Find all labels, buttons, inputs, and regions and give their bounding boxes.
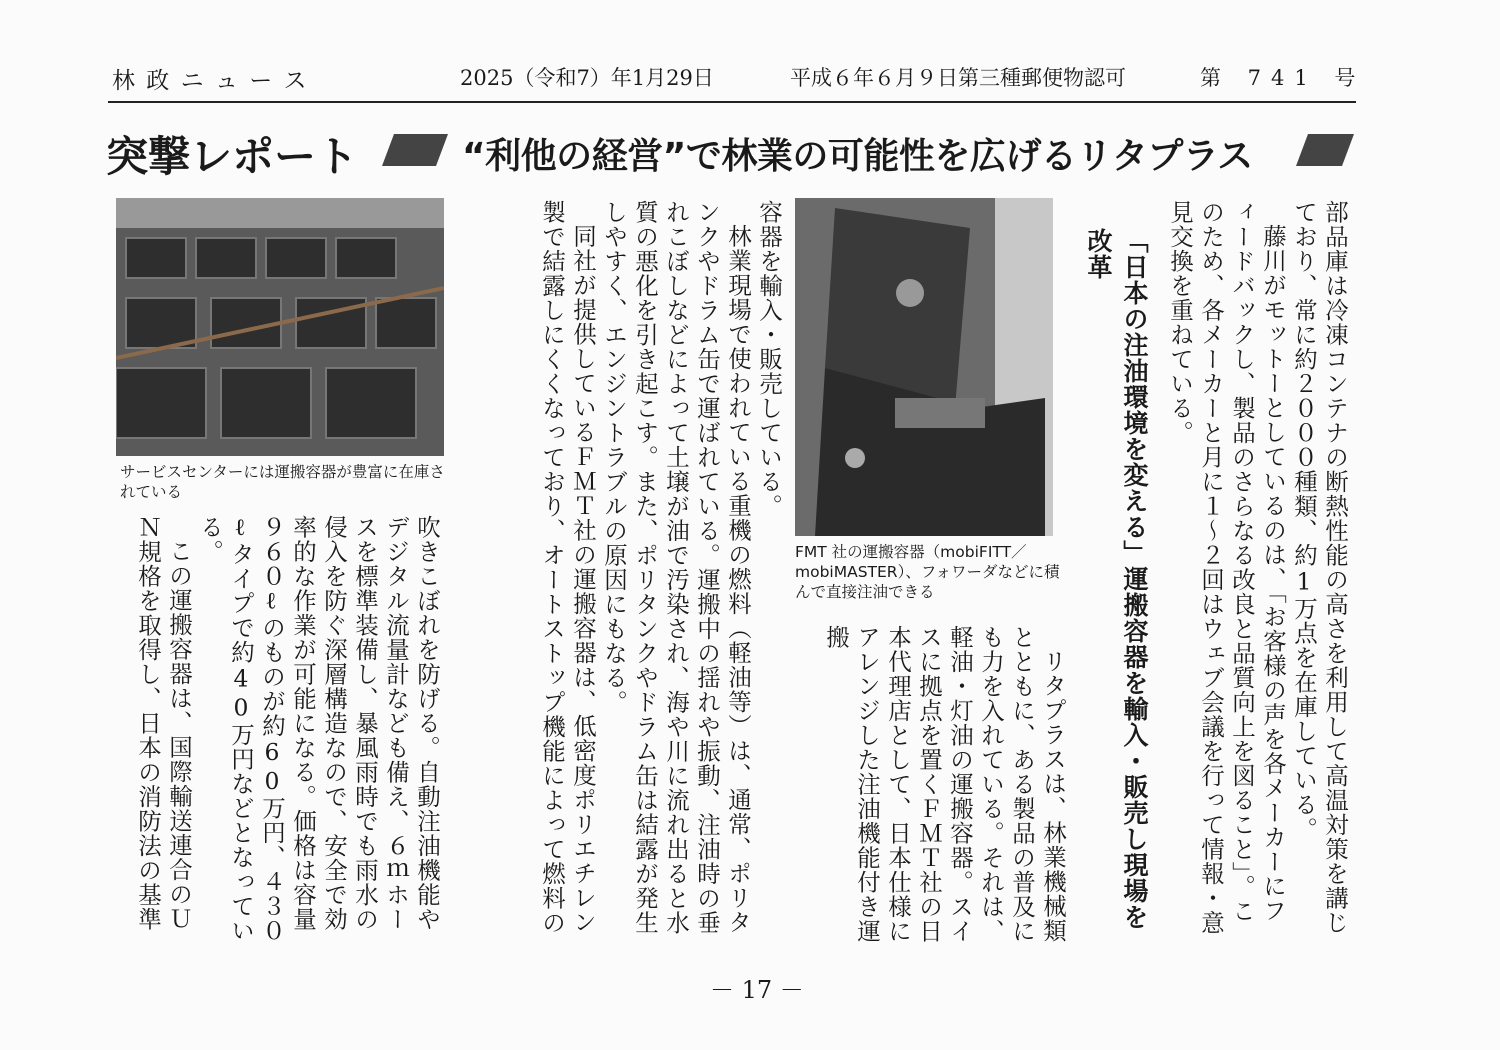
service-center-photo	[116, 198, 444, 456]
article-column-4	[112, 515, 442, 945]
paper-name: 林 政 ニ ュ ー ス	[112, 68, 309, 94]
issue-number: 第 741 号	[1200, 66, 1366, 90]
section-label: 突撃レポート	[106, 132, 359, 181]
issue-date: 2025（令和7）年1月29日	[460, 66, 714, 90]
subheading: 「日本の注油環境を変える」運搬容器を輸入・販売し現場を改革	[1084, 228, 1149, 930]
paragraph: 林業現場で使われている重機の燃料（軽油等）は、通常、ポリタンクやドラム缶で運ばれている。運搬中の揺れや振動、注油時の垂れこぼしなどによって土壌が油で汚染され、海や川に流れ出ると水質の悪化を引き起こす。また、ポリタンクやドラム缶は結露が発生しやすく、エンジントラブルの原因にもなる。	[600, 200, 752, 935]
warehouse-image	[116, 198, 444, 456]
article-title: “利他の経営”で林業の可能性を広げるリタプラス	[462, 136, 1253, 177]
slash-decoration	[372, 130, 452, 170]
paragraph: 部品庫は冷凍コンテナの断熱性能の高さを利用して高温対策を講じており、常に約２０００種類、約1万点を在庫している。	[1290, 200, 1349, 935]
container-photo	[795, 198, 1053, 536]
paragraph: リタプラスは、林業機械類とともに、ある製品の普及にも力を入れている。それは、軽油・灯油の運搬容器。スイスに拠点を置くＦＭＴ社の日本代理店として、日本仕様にアレンジした注油機能付き運搬	[822, 625, 1067, 944]
slash-decoration	[1288, 130, 1358, 170]
article-column-2	[788, 625, 1068, 945]
photo-caption: サービスセンターには運搬容器が豊富に在庫されている	[120, 463, 445, 501]
paragraph: 吹きこぼれを防げる。自動注油機能やデジタル流量計なども備え、６ｍホースを標準装備し、暴風雨時でも雨水の侵入を防ぐ深層構造なので、安全で効率的な作業が可能になる。価格は容量９６０ℓのものが約60万円、４３０ℓタイプで約40万円などとなっている。	[196, 515, 441, 943]
paragraph: この運搬容器は、国際輸送連合のＵＮ規格を取得し、日本の消防法の基準	[134, 515, 193, 932]
article-column-3	[444, 200, 784, 940]
paragraph: 同社が提供しているＦＭＴ社の運搬容器は、低密度ポリエチレン製で結露しにくくなっており、オートストップ機能によって燃料の	[538, 200, 597, 935]
header-rule	[108, 101, 1356, 103]
paragraph: 藤川がモットーとしているのは、「お客様の声を各メーカーにフィードバックし、製品のさらなる改良と品質向上を図ること」。このため、各メーカーと月に１～２回はウェブ会議を行って情報・意見交換を重ねている。	[1166, 200, 1287, 935]
fuel-container-image	[795, 198, 1053, 536]
postal-permit: 平成６年６月９日第三種郵便物認可	[790, 66, 1126, 90]
paragraph: 容器を輸入・販売している。	[755, 200, 783, 519]
photo-caption: FMT 社の運搬容器（mobiFITT／mobiMASTER）、フォワーダなどに積んで直接注油できる	[795, 543, 1060, 601]
article-column-1	[1140, 200, 1350, 940]
page-number: － 17 －	[710, 976, 804, 1004]
